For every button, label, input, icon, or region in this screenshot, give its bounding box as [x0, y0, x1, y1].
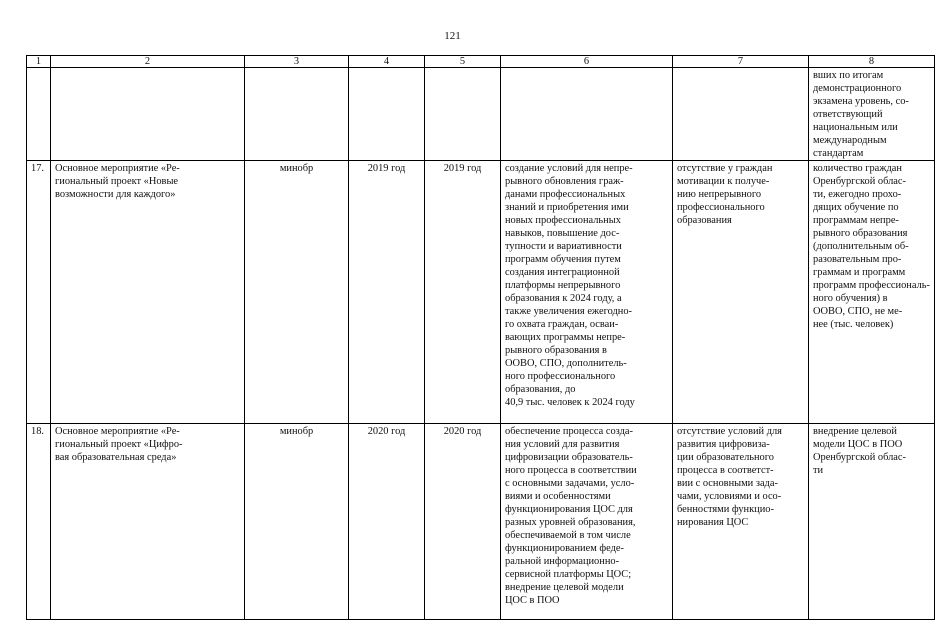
page-number: 121 — [444, 30, 461, 42]
start-year: 2020 год — [349, 424, 425, 620]
expected-result — [501, 68, 673, 161]
consequence: отсутствие у граждан мотивации к получе- нию непрерывного профессионального образования — [673, 161, 809, 424]
expected-result: обеспечение процесса созда- ния условий для развития цифровизации образователь- ного процесса в соответствии с основными задачами, усло- виями и особенностями функционирования ЦОС для разных уровней образования, обеспечиваемой в том числе функционированием феде- ральной информационно- сервисной платформы ЦОС; внедрение целевой модели ЦОС в ПОО — [501, 424, 673, 620]
indicator: вших по итогам демонстрационного экзамена уровень, со- ответствующий национальным или международным стандартам — [809, 68, 935, 161]
executor: минобр — [245, 161, 349, 424]
measures-table — [26, 55, 935, 620]
expected-result: создание условий для непре- рывного обновления граж- данами профессиональных знаний и приобретения ими новых профессиональных навыков, повышение дос- тупности и вариативности программ обучения путем создания интеграционной платформы непрерывного образования к 2024 году, а также увеличения ежегодно- го охвата граждан, осваи- вающих программы непре- рывного образования в ООВО, СПО, дополнитель- ного профессионального образования, до 40,9 тыс. человек к 2024 году — [501, 161, 673, 424]
header-cell-2: 2 — [51, 56, 245, 68]
consequence: отсутствие условий для развития цифровиза- ции образовательного процесса в соответст- вии с основными зада- чами, условиями и осо- бенностями функцио- нирования ЦОС — [673, 424, 809, 620]
end-year: 2020 год — [425, 424, 501, 620]
header-cell-8: 8 — [809, 56, 935, 68]
header-cell-7: 7 — [673, 56, 809, 68]
row-number: 17. — [27, 161, 51, 424]
header-row — [27, 56, 935, 68]
executor — [245, 68, 349, 161]
header-cell-6: 6 — [501, 56, 673, 68]
header-cell-4: 4 — [349, 56, 425, 68]
start-year: 2019 год — [349, 161, 425, 424]
indicator: внедрение целевой модели ЦОС в ПОО Оренбургской облас- ти — [809, 424, 935, 620]
row-number — [27, 68, 51, 161]
header-cell-1: 1 — [27, 56, 51, 68]
header-cell-5: 5 — [425, 56, 501, 68]
end-year: 2019 год — [425, 161, 501, 424]
measure-name: Основное мероприятие «Ре- гиональный проект «Новые возможности для каждого» — [51, 161, 245, 424]
consequence — [673, 68, 809, 161]
start-year — [349, 68, 425, 161]
measure-name: Основное мероприятие «Ре- гиональный проект «Цифро- вая образовательная среда» — [51, 424, 245, 620]
indicator: количество граждан Оренбургской облас- ти, ежегодно прохо- дящих обучение по программам непре- рывного образования (дополнительным об- разовательным про- граммам и программ программ профессиональ- ного обучения) в ООВО, СПО, не ме- нее (тыс. человек) — [809, 161, 935, 424]
end-year — [425, 68, 501, 161]
table-row — [27, 68, 935, 161]
header-cell-3: 3 — [245, 56, 349, 68]
executor: минобр — [245, 424, 349, 620]
measure-name — [51, 68, 245, 161]
row-number: 18. — [27, 424, 51, 620]
table-row — [27, 161, 935, 424]
table-row — [27, 424, 935, 620]
